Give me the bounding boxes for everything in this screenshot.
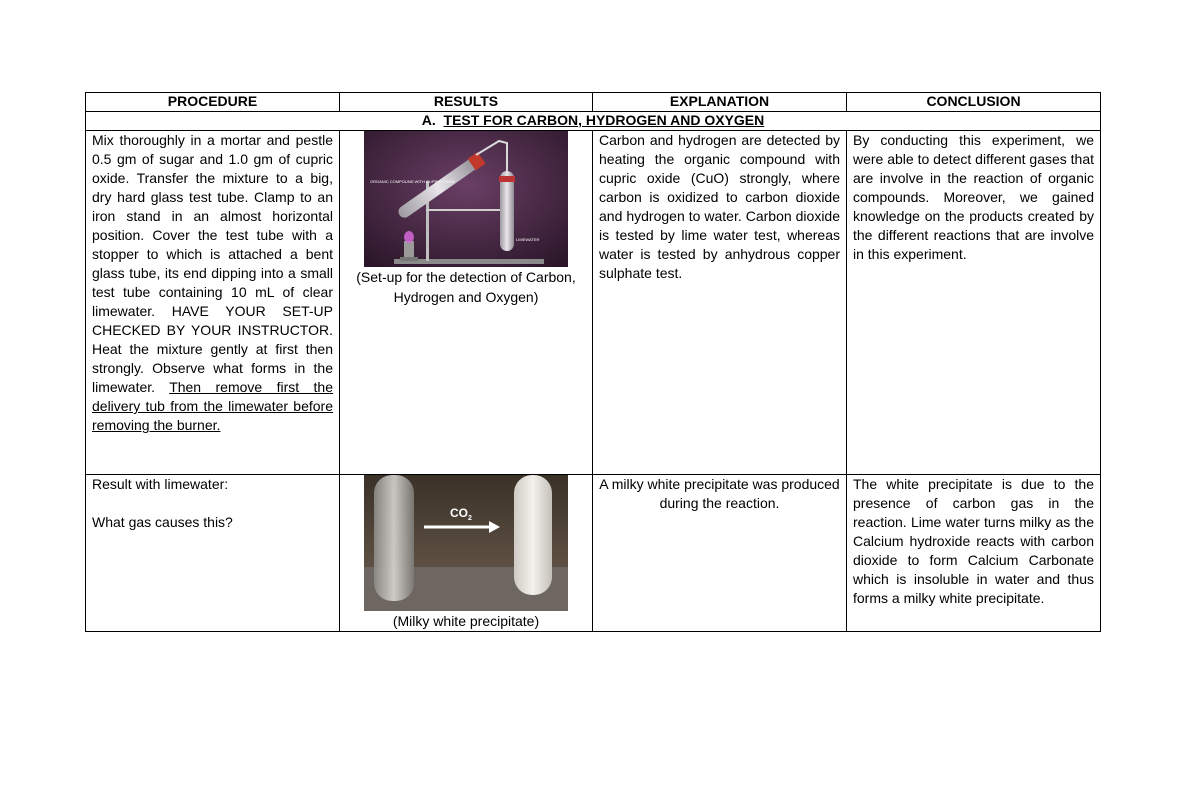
explanation-cell: A milky white precipitate was produced during the reaction. — [593, 475, 847, 632]
setup-label-right: LIMEWATER — [516, 237, 540, 242]
procedure-result-line: Result with limewater: — [92, 476, 229, 492]
section-heading: TEST FOR CARBON, HYDROGEN AND OXYGEN — [443, 112, 765, 128]
result-cell — [340, 475, 593, 632]
lab-report-table — [85, 92, 1101, 632]
header-explanation: EXPLANATION — [593, 93, 847, 112]
procedure-text: Mix thoroughly in a mortar and pestle 0.5 gm of sugar and 1.0 gm of cupric oxide. Transfer the mixture to a big, dry hard glass test tube. Clamp to an iron stand in an almost horizontal position. Cover the test tube with a stopper to which is attached a bent glass tube, its end dipping into a small test tube containing 10 mL of clear limewater. HAVE YOUR SET-UP CHECKED BY YOUR INSTRUCTOR. Heat the mixture gently at first then strongly. Observe what forms in the limewater. — [92, 132, 333, 395]
result-cell — [340, 131, 593, 475]
explanation-cell: Carbon and hydrogen are detected by heating the organic compound with cupric oxide (CuO) strongly, where carbon is oxidized to carbon dioxide and hydrogen to water. Carbon dioxide is tested by lime water test, whereas water is tested by anhydrous copper sulphate test. — [593, 131, 847, 475]
procedure-question-line: What gas causes this? — [92, 514, 233, 530]
setup-photo — [364, 131, 568, 267]
header-conclusion: CONCLUSION — [847, 93, 1101, 112]
setup-caption: (Set-up for the detection of Carbon, Hydrogen and Oxygen) — [356, 269, 576, 305]
header-row — [86, 93, 1101, 112]
conclusion-cell: By conducting this experiment, we were able to detect different gases that are involve in the reaction of organic compounds. Moreover, we gained knowledge on the products created by the different reactions that are involve in this experiment. — [847, 131, 1101, 475]
header-results: RESULTS — [340, 93, 593, 112]
table-row — [86, 131, 1101, 475]
conclusion-cell: The white precipitate is due to the presence of carbon gas in the reaction. Lime water turns milky as the Calcium hydroxide reacts with carbon dioxide to form Calcium Carbonate which is insoluble in water and thus forms a milky white precipitate. — [847, 475, 1101, 632]
section-prefix: A. — [421, 112, 436, 128]
precipitate-caption: (Milky white precipitate) — [392, 613, 540, 629]
section-title — [86, 112, 1101, 131]
co2-label: $CO_2$ — [450, 506, 472, 522]
header-procedure: PROCEDURE — [86, 93, 340, 112]
procedure-underlined-text: Then remove first the delivery tub from the limewater before removing the burner. — [92, 379, 333, 433]
section-row — [86, 112, 1101, 131]
precipitate-photo — [364, 475, 568, 611]
procedure-cell — [86, 475, 340, 632]
table-row — [86, 475, 1101, 632]
procedure-cell — [86, 131, 340, 475]
setup-label-left: ORGANIC COMPOUND WITH CUPRIC OXIDE — [370, 179, 455, 184]
